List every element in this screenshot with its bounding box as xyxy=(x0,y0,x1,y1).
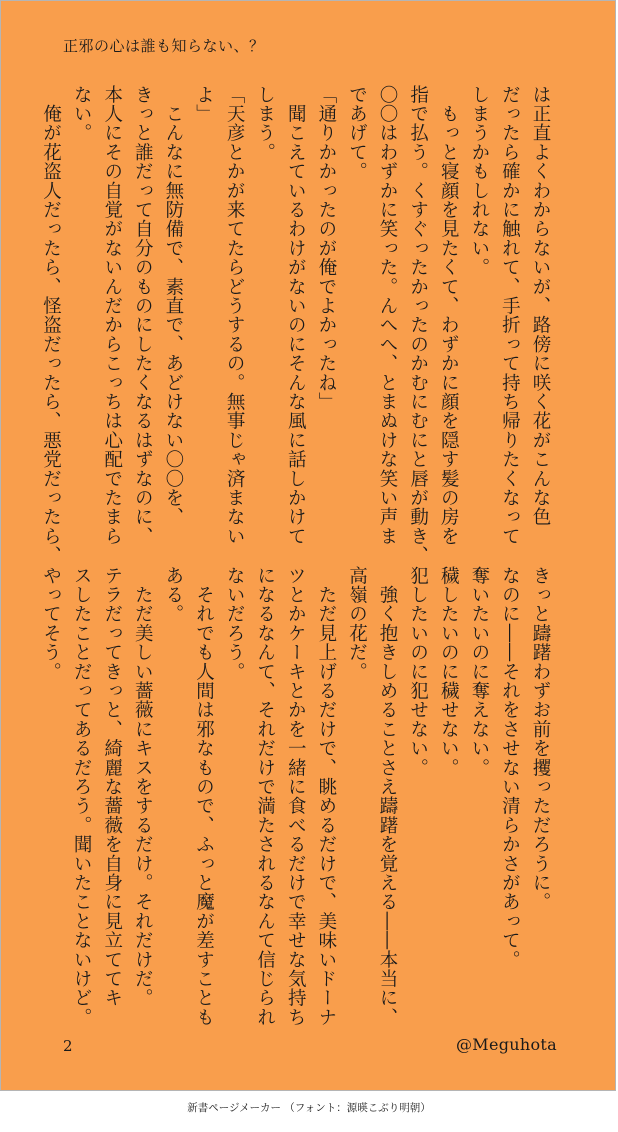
text-column: 高嶺の花だ。 xyxy=(346,566,368,682)
text-column: ツとかケーキとかを一緒に食べるだけで幸せな気持ち xyxy=(285,566,307,1027)
text-column: は正直よくわからないが、路傍に咲く花がこんな色 xyxy=(530,85,551,527)
text-column: ない。 xyxy=(71,85,93,143)
text-column: もっと寝顔を見たくて、わずかに顔を隠す髪の房を xyxy=(438,85,460,546)
text-column: 奪いたいのに奪えない。 xyxy=(468,566,490,778)
text-column: それでも人間は邪なもので、ふっと魔が差すことも xyxy=(193,566,215,1027)
text-column: 本人にその自覚がないんだからこっちは心配でたまら xyxy=(101,85,123,546)
text-column: きっと誰だって自分のものにしたくなるはずなのに、 xyxy=(132,85,154,546)
author-handle: @Meguhota xyxy=(455,1035,557,1054)
text-column: 指で払う。くすぐったかったのかむにむにと唇が動き、 xyxy=(407,85,429,565)
text-column: 犯したいのに犯せない。 xyxy=(407,566,429,778)
text-column: ただ美しい薔薇にキスをするだけ。それだけだ。 xyxy=(132,566,154,1008)
text-column: ただ見上げるだけで、眺めるだけで、美味いドーナ xyxy=(315,566,337,1027)
generator-credit: 新書ページメーカー （フォント：源暎こぶり明朝） xyxy=(187,1102,431,1114)
text-column: 「通りかかったのが俺でよかったね」 xyxy=(315,85,337,412)
text-column: やってそう。 xyxy=(40,566,62,682)
text-column: 〇〇はわずかに笑った。んへへ、とまぬけな笑い声ま xyxy=(377,85,399,546)
text-column: スしたことだってあるだろう。聞いたことないけど。 xyxy=(71,566,93,1027)
page-number: 2 xyxy=(63,1037,73,1055)
text-column: テラだってきっと、綺麗な薔薇を自身に見立ててキ xyxy=(101,566,123,1008)
text-column: 穢したいのに穢せない。 xyxy=(438,566,460,778)
text-column: よ」 xyxy=(193,85,215,124)
text-column: しまうかもしれない。 xyxy=(468,85,490,277)
text-column: 「天彦とかが来てたらどうするの。無事じゃ済まない xyxy=(224,85,246,546)
text-column: なのに――それをさせない清らかさがあって。 xyxy=(499,566,521,970)
text-column: こんなに無防備で、素直で、あどけない〇〇を、 xyxy=(162,85,184,527)
page-title: 正邪の心は誰も知らない、？ xyxy=(63,37,265,55)
text-column: であげて。 xyxy=(346,85,368,181)
text-column: きっと躊躇わずお前を攫っただろうに。 xyxy=(530,566,551,912)
text-column: だったら確かに触れて、手折って持ち帰りたくなって xyxy=(499,85,521,546)
text-column: ないだろう。 xyxy=(224,566,246,682)
body-text-lower xyxy=(40,566,555,1027)
text-column: ある。 xyxy=(162,566,184,624)
body-text-upper xyxy=(40,85,555,565)
text-column: 聞こえているわけがないのにそんな風に話しかけて xyxy=(285,85,307,546)
text-column: になるなんて、それだけで満たされるなんて信じられ xyxy=(254,566,276,1027)
text-column: 俺が花盗人だったら、怪盗だったら、悪党だったら、 xyxy=(40,85,62,565)
text-column: 強く抱きしめることさえ躊躇を覚える――本当に、 xyxy=(377,566,399,1027)
text-column: しまう。 xyxy=(254,85,276,162)
